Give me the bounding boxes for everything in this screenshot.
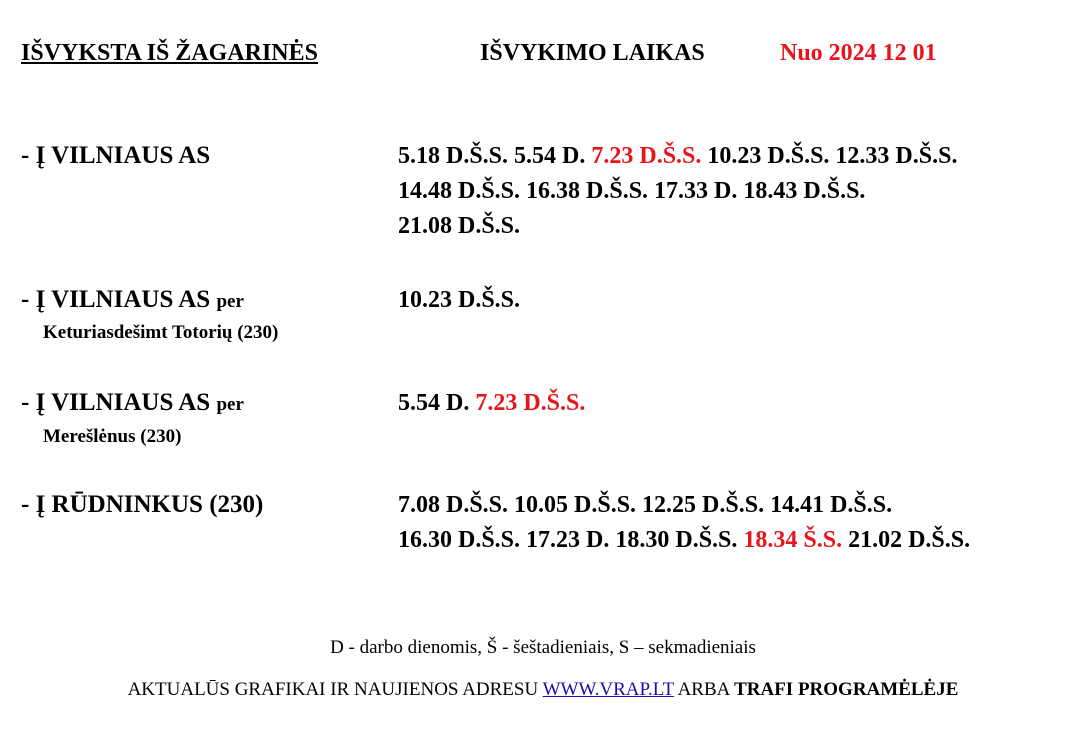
departure-title: IŠVYKSTA IŠ ŽAGARINĖS — [21, 40, 318, 66]
valid-from-date: Nuo 2024 12 01 — [780, 40, 937, 66]
route-via: Keturiasdešimt Totorių (230) — [43, 322, 279, 343]
route-destination — [21, 389, 244, 417]
departure-times: 7.08 D.Š.S. 10.05 D.Š.S. 12.25 D.Š.S. 14.41 D.Š.S. — [398, 492, 893, 518]
footer-middle: ARBA — [673, 679, 735, 700]
departure-times: 21.02 D.Š.S. — [842, 527, 971, 553]
route-label: - Į VILNIAUS AS — [21, 286, 211, 313]
route-via-word: per — [216, 291, 244, 312]
departure-times: 5.18 D.Š.S. 5.54 D. — [398, 143, 592, 169]
departure-times: 21.08 D.Š.S. — [398, 213, 521, 239]
app-name: TRAFI PROGRAMĖLĖJE — [734, 679, 959, 700]
departure-times: 10.23 D.Š.S. — [398, 287, 521, 313]
departure-time-title: IŠVYKIMO LAIKAS — [480, 40, 705, 66]
departure-times: 16.30 D.Š.S. 17.23 D. 18.30 D.Š.S. — [398, 527, 744, 553]
route-times — [398, 386, 1068, 421]
departure-times: 5.54 D. — [398, 390, 476, 416]
highlighted-departure-time: 7.23 D.Š.S. — [591, 143, 702, 169]
website-link[interactable]: WWW.VRAP.LT — [542, 679, 674, 700]
route-times — [398, 139, 1068, 244]
route-label: - Į VILNIAUS AS — [21, 389, 211, 416]
route-times — [398, 283, 1068, 318]
time-line — [398, 523, 1068, 558]
legend: D - darbo dienomis, Š - šeštadieniais, S – sekmadieniais — [330, 637, 756, 658]
time-line — [398, 209, 1068, 244]
departure-times: 14.48 D.Š.S. 16.38 D.Š.S. 17.33 D. 18.43 D.Š.S. — [398, 178, 866, 204]
footer-note — [0, 679, 1086, 701]
departure-times: 10.23 D.Š.S. 12.33 D.Š.S. — [701, 143, 958, 169]
time-line — [398, 283, 1068, 318]
route-via-word: per — [216, 394, 244, 415]
route-destination — [21, 286, 244, 314]
route-destination: - Į VILNIAUS AS — [21, 142, 211, 169]
route-via: Merešlėnus (230) — [43, 426, 182, 447]
time-line — [398, 139, 1068, 174]
highlighted-departure-time: 7.23 D.Š.S. — [475, 390, 586, 416]
footer-prefix: AKTUALŪS GRAFIKAI IR NAUJIENOS ADRESU — [127, 679, 543, 700]
route-times — [398, 488, 1068, 558]
highlighted-departure-time: 18.34 Š.S. — [743, 527, 843, 553]
route-destination: - Į RŪDNINKUS (230) — [21, 491, 264, 518]
time-line — [398, 488, 1068, 523]
time-line — [398, 174, 1068, 209]
time-line — [398, 386, 1068, 421]
